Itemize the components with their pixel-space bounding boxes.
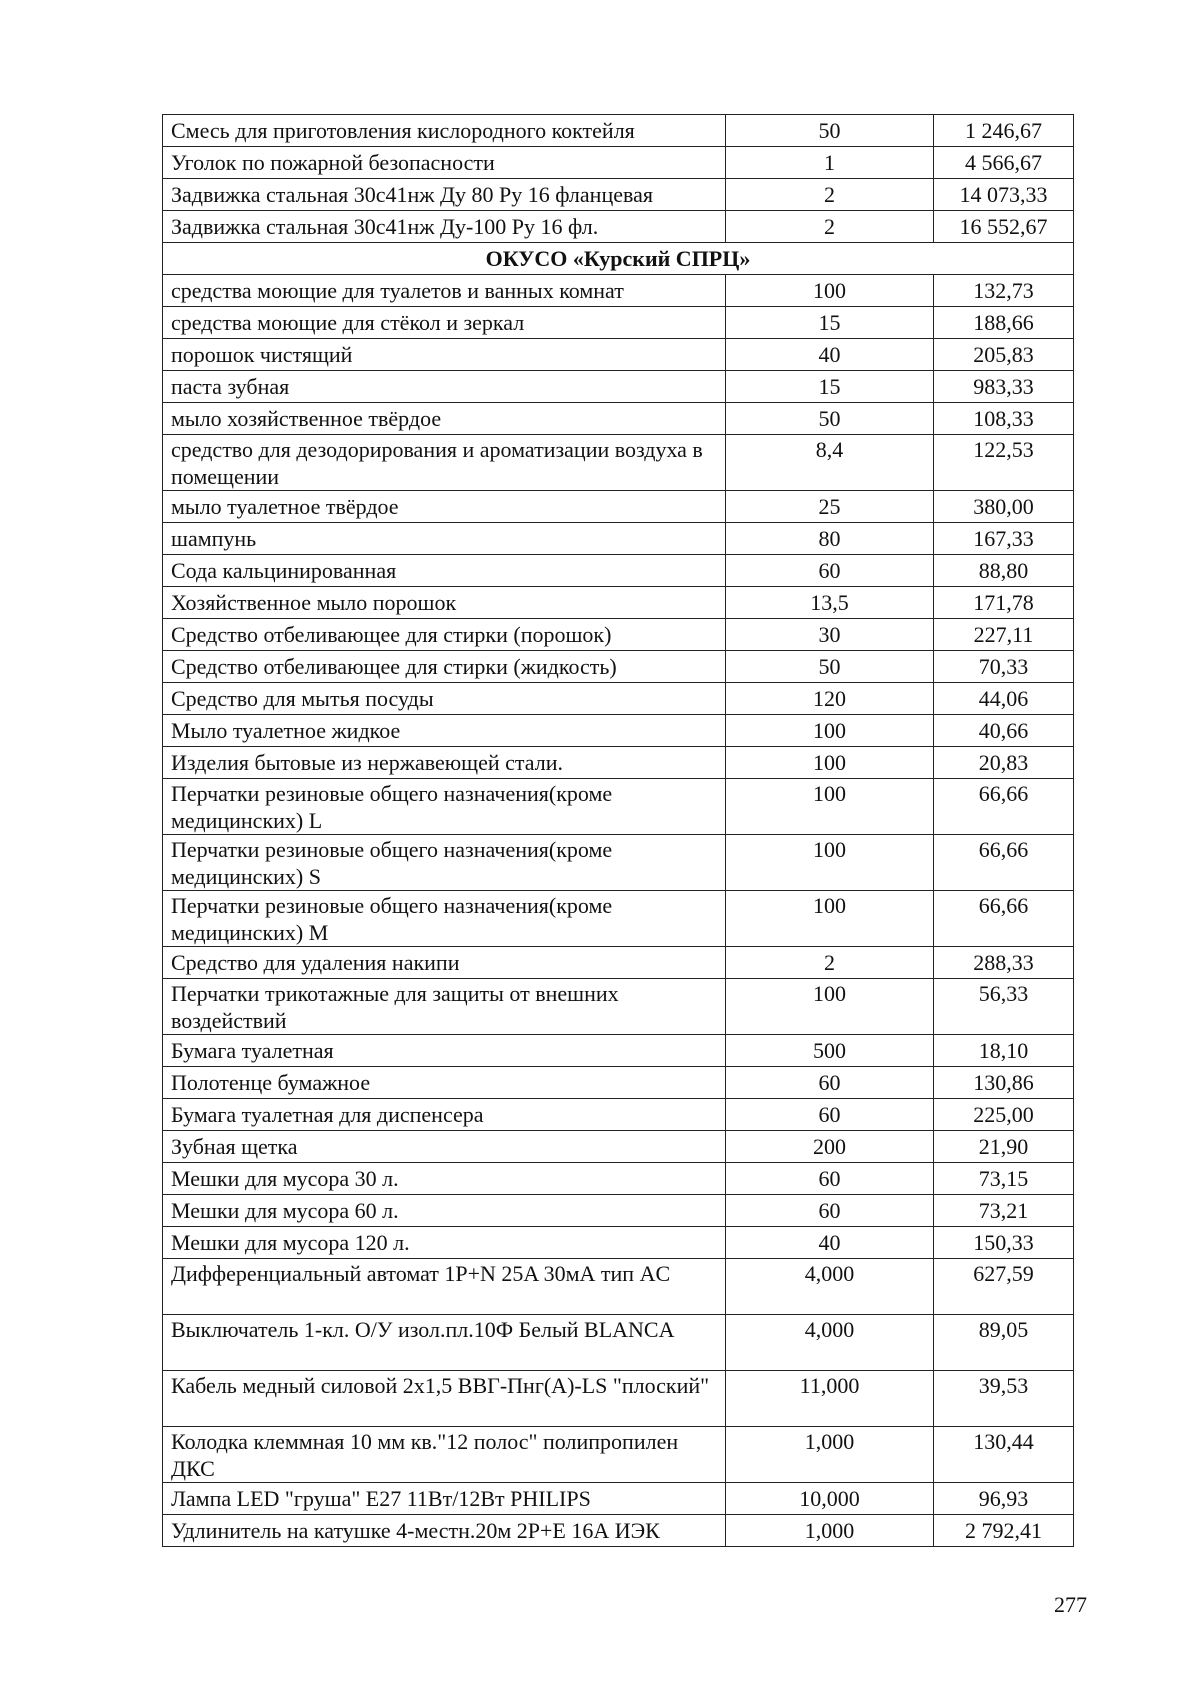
- item-name-cell: Бумага туалетная: [163, 1035, 726, 1067]
- item-name-cell: Перчатки резиновые общего назначения(кроме медицинских) L: [163, 779, 726, 835]
- table-row: [163, 1099, 1074, 1131]
- price-cell: 167,33: [934, 523, 1074, 555]
- item-name-cell: Сода кальцинированная: [163, 555, 726, 587]
- price-cell: 132,73: [934, 275, 1074, 307]
- table-row: [163, 371, 1074, 403]
- table-row: [163, 835, 1074, 891]
- quantity-cell: 100: [726, 275, 934, 307]
- table-row: [163, 1427, 1074, 1483]
- item-name-cell: средство для дезодорирования и ароматизации воздуха в помещении: [163, 435, 726, 491]
- table-row: [163, 747, 1074, 779]
- price-cell: 16 552,67: [934, 211, 1074, 243]
- table-row: [163, 1515, 1074, 1547]
- table-row: [163, 115, 1074, 147]
- item-name-cell: Уголок по пожарной безопасности: [163, 147, 726, 179]
- quantity-cell: 1,000: [726, 1427, 934, 1483]
- page-number: 277: [1054, 1592, 1087, 1617]
- price-cell: 130,44: [934, 1427, 1074, 1483]
- quantity-cell: 60: [726, 1067, 934, 1099]
- quantity-cell: 2: [726, 211, 934, 243]
- table-row: [163, 339, 1074, 371]
- quantity-cell: 4,000: [726, 1259, 934, 1315]
- price-cell: 171,78: [934, 587, 1074, 619]
- table-row: [163, 587, 1074, 619]
- table-row: [163, 147, 1074, 179]
- item-name-cell: Кабель медный силовой 2х1,5 ВВГ-Пнг(А)-LS "плоский": [163, 1371, 726, 1427]
- price-cell: 66,66: [934, 779, 1074, 835]
- price-cell: 122,53: [934, 435, 1074, 491]
- quantity-cell: 30: [726, 619, 934, 651]
- table-row: [163, 1371, 1074, 1427]
- items-table-body: [163, 115, 1074, 1547]
- quantity-cell: 100: [726, 891, 934, 947]
- price-cell: 627,59: [934, 1259, 1074, 1315]
- item-name-cell: Лампа LED "груша" E27 11Вт/12Вт PHILIPS: [163, 1483, 726, 1515]
- price-cell: 20,83: [934, 747, 1074, 779]
- item-name-cell: мыло туалетное твёрдое: [163, 491, 726, 523]
- price-cell: 188,66: [934, 307, 1074, 339]
- quantity-cell: 60: [726, 1099, 934, 1131]
- quantity-cell: 1: [726, 147, 934, 179]
- price-cell: 130,86: [934, 1067, 1074, 1099]
- item-name-cell: Мыло туалетное жидкое: [163, 715, 726, 747]
- table-row: [163, 619, 1074, 651]
- table-row: [163, 891, 1074, 947]
- quantity-cell: 4,000: [726, 1315, 934, 1371]
- price-cell: 18,10: [934, 1035, 1074, 1067]
- item-name-cell: мыло хозяйственное твёрдое: [163, 403, 726, 435]
- quantity-cell: 11,000: [726, 1371, 934, 1427]
- price-cell: 2 792,41: [934, 1515, 1074, 1547]
- price-cell: 39,53: [934, 1371, 1074, 1427]
- quantity-cell: 60: [726, 1163, 934, 1195]
- item-name-cell: Средство для мытья посуды: [163, 683, 726, 715]
- quantity-cell: 2: [726, 947, 934, 979]
- price-cell: 108,33: [934, 403, 1074, 435]
- price-cell: 73,15: [934, 1163, 1074, 1195]
- quantity-cell: 2: [726, 179, 934, 211]
- quantity-cell: 100: [726, 835, 934, 891]
- price-cell: 89,05: [934, 1315, 1074, 1371]
- price-cell: 21,90: [934, 1131, 1074, 1163]
- quantity-cell: 100: [726, 979, 934, 1035]
- price-cell: 96,93: [934, 1483, 1074, 1515]
- quantity-cell: 50: [726, 651, 934, 683]
- quantity-cell: 13,5: [726, 587, 934, 619]
- quantity-cell: 50: [726, 403, 934, 435]
- quantity-cell: 60: [726, 555, 934, 587]
- item-name-cell: Полотенце бумажное: [163, 1067, 726, 1099]
- price-cell: 380,00: [934, 491, 1074, 523]
- item-name-cell: Бумага туалетная для диспенсера: [163, 1099, 726, 1131]
- quantity-cell: 15: [726, 307, 934, 339]
- section-header-row: [163, 243, 1074, 275]
- quantity-cell: 1,000: [726, 1515, 934, 1547]
- table-row: [163, 211, 1074, 243]
- quantity-cell: 80: [726, 523, 934, 555]
- table-row: [163, 1195, 1074, 1227]
- table-row: [163, 555, 1074, 587]
- table-row: [163, 491, 1074, 523]
- price-cell: 44,06: [934, 683, 1074, 715]
- price-cell: 66,66: [934, 835, 1074, 891]
- section-title: ОКУСО «Курский СПРЦ»: [163, 243, 1074, 275]
- table-row: [163, 1067, 1074, 1099]
- item-name-cell: Дифференциальный автомат 1P+N 25A 30мА тип AC: [163, 1259, 726, 1315]
- table-row: [163, 947, 1074, 979]
- item-name-cell: Перчатки трикотажные для защиты от внешних воздействий: [163, 979, 726, 1035]
- item-name-cell: Удлинитель на катушке 4-местн.20м 2P+E 16А ИЭК: [163, 1515, 726, 1547]
- item-name-cell: средства моющие для туалетов и ванных комнат: [163, 275, 726, 307]
- item-name-cell: Выключатель 1-кл. О/У изол.пл.10Ф Белый BLANCA: [163, 1315, 726, 1371]
- table-row: [163, 979, 1074, 1035]
- table-row: [163, 307, 1074, 339]
- item-name-cell: Перчатки резиновые общего назначения(кроме медицинских) S: [163, 835, 726, 891]
- price-cell: 150,33: [934, 1227, 1074, 1259]
- item-name-cell: порошок чистящий: [163, 339, 726, 371]
- quantity-cell: 100: [726, 779, 934, 835]
- item-name-cell: Мешки для мусора 30 л.: [163, 1163, 726, 1195]
- quantity-cell: 10,000: [726, 1483, 934, 1515]
- price-cell: 1 246,67: [934, 115, 1074, 147]
- quantity-cell: 50: [726, 115, 934, 147]
- item-name-cell: Средство отбеливающее для стирки (жидкость): [163, 651, 726, 683]
- table-row: [163, 1259, 1074, 1315]
- quantity-cell: 25: [726, 491, 934, 523]
- items-table: [162, 114, 1074, 1547]
- item-name-cell: Смесь для приготовления кислородного коктейля: [163, 115, 726, 147]
- table-row: [163, 523, 1074, 555]
- table-row: [163, 1035, 1074, 1067]
- item-name-cell: Изделия бытовые из нержавеющей стали.: [163, 747, 726, 779]
- price-cell: 227,11: [934, 619, 1074, 651]
- price-cell: 4 566,67: [934, 147, 1074, 179]
- price-cell: 66,66: [934, 891, 1074, 947]
- quantity-cell: 40: [726, 339, 934, 371]
- item-name-cell: Зубная щетка: [163, 1131, 726, 1163]
- item-name-cell: паста зубная: [163, 371, 726, 403]
- quantity-cell: 40: [726, 1227, 934, 1259]
- price-cell: 205,83: [934, 339, 1074, 371]
- price-cell: 40,66: [934, 715, 1074, 747]
- price-cell: 88,80: [934, 555, 1074, 587]
- item-name-cell: Хозяйственное мыло порошок: [163, 587, 726, 619]
- table-row: [163, 683, 1074, 715]
- item-name-cell: Мешки для мусора 60 л.: [163, 1195, 726, 1227]
- table-row: [163, 1483, 1074, 1515]
- table-row: [163, 779, 1074, 835]
- quantity-cell: 15: [726, 371, 934, 403]
- quantity-cell: 8,4: [726, 435, 934, 491]
- quantity-cell: 100: [726, 715, 934, 747]
- item-name-cell: Задвижка стальная 30с41нж Ду-100 Ру 16 фл.: [163, 211, 726, 243]
- table-row: [163, 179, 1074, 211]
- price-cell: 225,00: [934, 1099, 1074, 1131]
- table-row: [163, 651, 1074, 683]
- item-name-cell: Мешки для мусора 120 л.: [163, 1227, 726, 1259]
- table-row: [163, 403, 1074, 435]
- quantity-cell: 60: [726, 1195, 934, 1227]
- quantity-cell: 200: [726, 1131, 934, 1163]
- price-cell: 73,21: [934, 1195, 1074, 1227]
- item-name-cell: Задвижка стальная 30с41нж Ду 80 Ру 16 фланцевая: [163, 179, 726, 211]
- table-row: [163, 275, 1074, 307]
- item-name-cell: Колодка клеммная 10 мм кв."12 полос" полипропилен ДКС: [163, 1427, 726, 1483]
- price-cell: 983,33: [934, 371, 1074, 403]
- quantity-cell: 120: [726, 683, 934, 715]
- table-row: [163, 435, 1074, 491]
- table-row: [163, 1315, 1074, 1371]
- item-name-cell: шампунь: [163, 523, 726, 555]
- item-name-cell: Средство для удаления накипи: [163, 947, 726, 979]
- quantity-cell: 500: [726, 1035, 934, 1067]
- quantity-cell: 100: [726, 747, 934, 779]
- table-row: [163, 1163, 1074, 1195]
- price-cell: 288,33: [934, 947, 1074, 979]
- price-cell: 14 073,33: [934, 179, 1074, 211]
- price-cell: 70,33: [934, 651, 1074, 683]
- item-name-cell: Средство отбеливающее для стирки (порошок): [163, 619, 726, 651]
- table-row: [163, 1131, 1074, 1163]
- price-cell: 56,33: [934, 979, 1074, 1035]
- item-name-cell: Перчатки резиновые общего назначения(кроме медицинских) M: [163, 891, 726, 947]
- table-row: [163, 1227, 1074, 1259]
- table-row: [163, 715, 1074, 747]
- item-name-cell: средства моющие для стёкол и зеркал: [163, 307, 726, 339]
